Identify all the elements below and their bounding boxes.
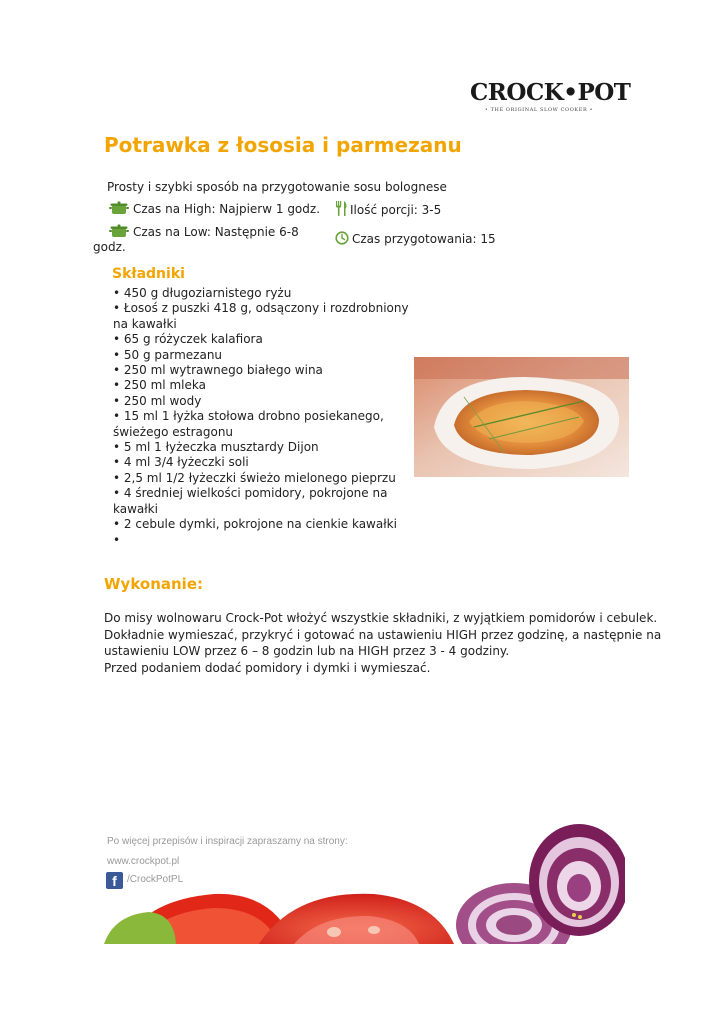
ingredient-item: • 5 ml 1 łyżeczka musztardy Dijon xyxy=(113,440,319,455)
meta-low-text-cont: godz. xyxy=(93,240,126,254)
ingredient-item: • Łosoś z puszki 418 g, odsączony i rozdrobniony na kawałki xyxy=(113,301,409,331)
ingredient-item: • 2 cebule dymki, pokrojone na cienkie kawałki xyxy=(113,517,397,532)
facebook-icon: f xyxy=(106,872,123,889)
meta-high xyxy=(109,201,320,217)
ingredient-item: • 15 ml 1 łyżka stołowa drobno posiekanego, świeżego estragonu xyxy=(113,409,384,439)
ingredient-item: • 250 ml mleka xyxy=(113,378,206,393)
meta-high-text: Czas na High: Najpierw 1 godz. xyxy=(133,202,321,216)
execution-text xyxy=(104,610,664,676)
cutlery-icon xyxy=(335,201,348,216)
ingredient-item: • 4 ml 3/4 łyżeczki soli xyxy=(113,455,249,470)
ingredients-list xyxy=(113,286,413,548)
recipe-title: Potrawka z łososia i parmezanu xyxy=(104,133,462,157)
ingredient-item: • 250 ml wody xyxy=(113,393,202,408)
website-link[interactable]: www.crockpot.pl xyxy=(107,856,180,867)
slow-cooker-icon xyxy=(109,201,129,215)
ingredient-item: • 450 g długoziarnistego ryżu xyxy=(113,286,292,300)
ingredients-heading: Składniki xyxy=(112,266,185,282)
footer-invite: Po więcej przepisów i inspiracji zapraszamy na strony: xyxy=(107,836,348,847)
logo-tagline: • THE ORIGINAL SLOW COOKER • xyxy=(484,107,594,113)
slow-cooker-icon xyxy=(109,224,129,238)
ingredient-item: • xyxy=(113,532,121,547)
meta-prep-text: Czas przygotowania: 15 xyxy=(352,232,496,246)
meta-low-text: Czas na Low: Następnie 6-8 xyxy=(133,225,299,239)
meta-low xyxy=(93,224,313,255)
ingredient-item: • 65 g różyczek kalafiora xyxy=(113,332,263,347)
dish-photo xyxy=(414,357,629,477)
facebook-label: /CrockPotPL xyxy=(127,874,184,885)
execution-paragraph: Przed podaniem dodać pomidory i dymki i wymieszać. xyxy=(104,660,431,675)
ingredient-item: • 50 g parmezanu xyxy=(113,347,223,362)
meta-prep xyxy=(335,231,496,247)
execution-paragraph: Do misy wolnowaru Crock-Pot włożyć wszystkie składniki, z wyjątkiem pomidorów i cebulek. Dokładnie wymieszać, przykryć i gotować na ustawieniu HIGH przez godzinę, a następnie na ustawieniu LOW przez 6 – 8 godzin lub na HIGH przez 3 - 4 godziny. xyxy=(104,611,662,658)
meta-portions xyxy=(335,201,441,218)
ingredient-item: • 250 ml wytrawnego białego wina xyxy=(113,363,323,378)
clock-icon xyxy=(335,231,349,245)
ingredient-item: • 4 średniej wielkości pomidory, pokrojone na kawałki xyxy=(113,486,388,516)
execution-heading: Wykonanie: xyxy=(104,575,203,593)
logo-wordmark: CROCK•POT xyxy=(470,79,631,106)
crockpot-logo xyxy=(470,79,631,116)
ingredient-item: • 2,5 ml 1/2 łyżeczki świeżo mielonego pieprzu xyxy=(113,470,396,485)
recipe-subtitle: Prosty i szybki sposób na przygotowanie sosu bolognese xyxy=(107,180,447,194)
meta-portions-text: Ilość porcji: 3-5 xyxy=(350,203,442,217)
